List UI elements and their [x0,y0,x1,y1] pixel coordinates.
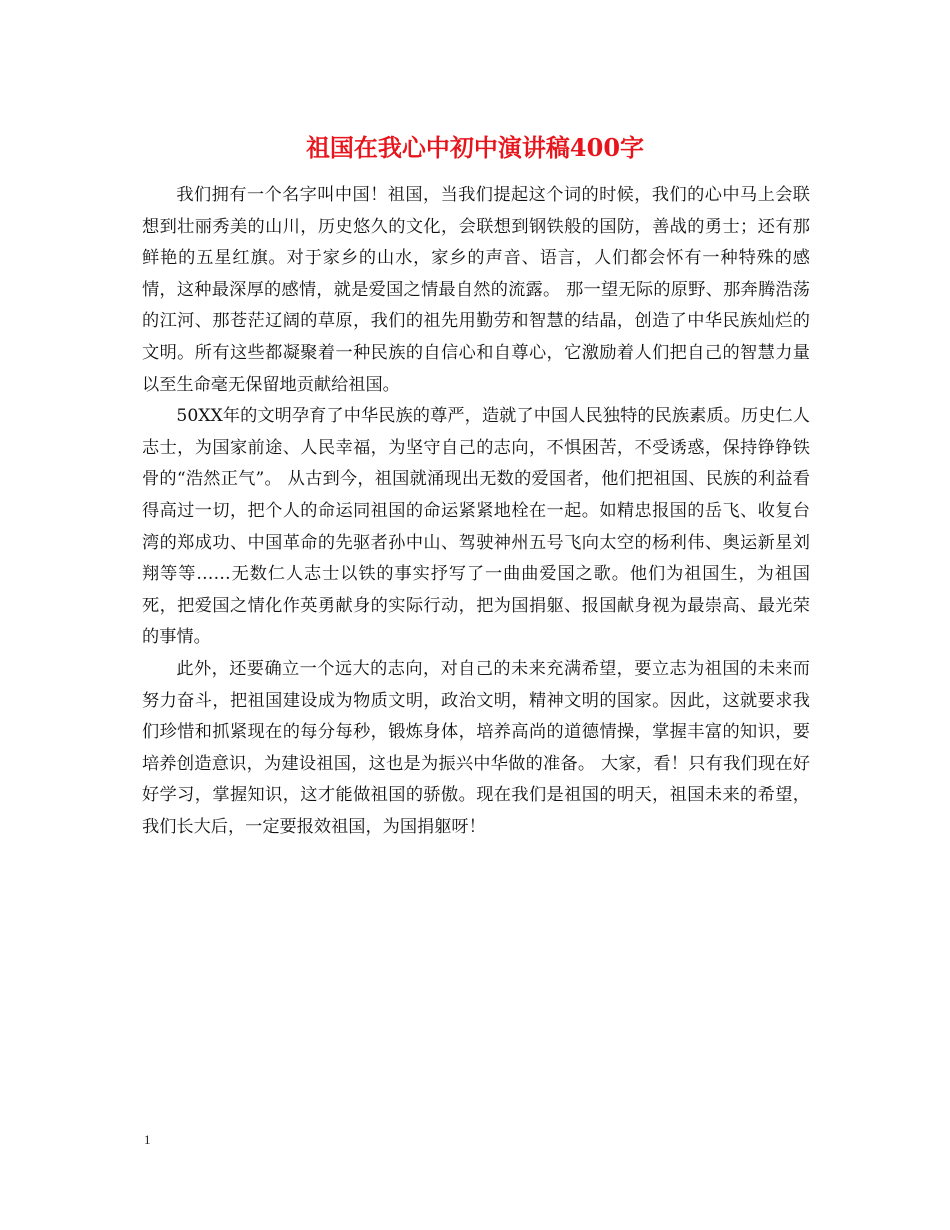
paragraph-1: 我们拥有一个名字叫中国！祖国，当我们提起这个词的时候，我们的心中马上会联想到壮丽秀美的山川，历史悠久的文化，会联想到钢铁般的国防，善战的勇士；还有那鲜艳的五星红旗。对于家乡的山水，家乡的声音、语言，人们都会怀有一种特殊的感情，这种最深厚的感情，就是爱国之情最自然的流露。 那一望无际的原野、那奔腾浩荡的江河、那苍茫辽阔的草原，我们的祖先用勤劳和智慧的结晶，创造了中华民族灿烂的文明。所有这些都凝聚着一种民族的自信心和自尊心，它激励着人们把自己的智慧力量以至生命毫无保留地贡献给祖国。 [142,185,810,395]
paragraph-3: 此外，还要确立一个远大的志向，对自己的未来充满希望，要立志为祖国的未来而努力奋斗，把祖国建设成为物质文明，政治文明，精神文明的国家。因此，这就要求我们珍惜和抓紧现在的每分每秒，锻炼身体，培养高尚的道德情操，掌握丰富的知识，要培养创造意识，为建设祖国，这也是为振兴中华做的准备。 大家，看！只有我们现在好好学习，掌握知识，这才能做祖国的骄傲。现在我们是祖国的明天，祖国未来的希望，我们长大后，一定要报效祖国，为国捐躯呀！ [142,658,810,837]
document-body [142,180,810,843]
paragraph-2: 50XX年的文明孕育了中华民族的尊严，造就了中国人民独特的民族素质。历史仁人志士，为国家前途、人民幸福，为坚守自己的志向，不惧困苦，不受诱惑，保持铮铮铁骨的“浩然正气”。 从古到今，祖国就涌现出无数的爱国者，他们把祖国、民族的利益看得高过一切，把个人的命运同祖国的命运紧紧地栓在一起。如精忠报国的岳飞、收复台湾的郑成功、中国革命的先驱者孙中山、驾驶神州五号飞向太空的杨利伟、奥运新星刘翔等等……无数仁人志士以铁的事实抒写了一曲曲爱国之歌。他们为祖国生，为祖国死，把爱国之情化作英勇献身的实际行动，把为国捐躯、报国献身视为最崇高、最光荣的事情。 [142,406,810,648]
page-number: 1 [144,1132,151,1147]
document-title: 祖国在我心中初中演讲稿400字 [305,133,645,162]
